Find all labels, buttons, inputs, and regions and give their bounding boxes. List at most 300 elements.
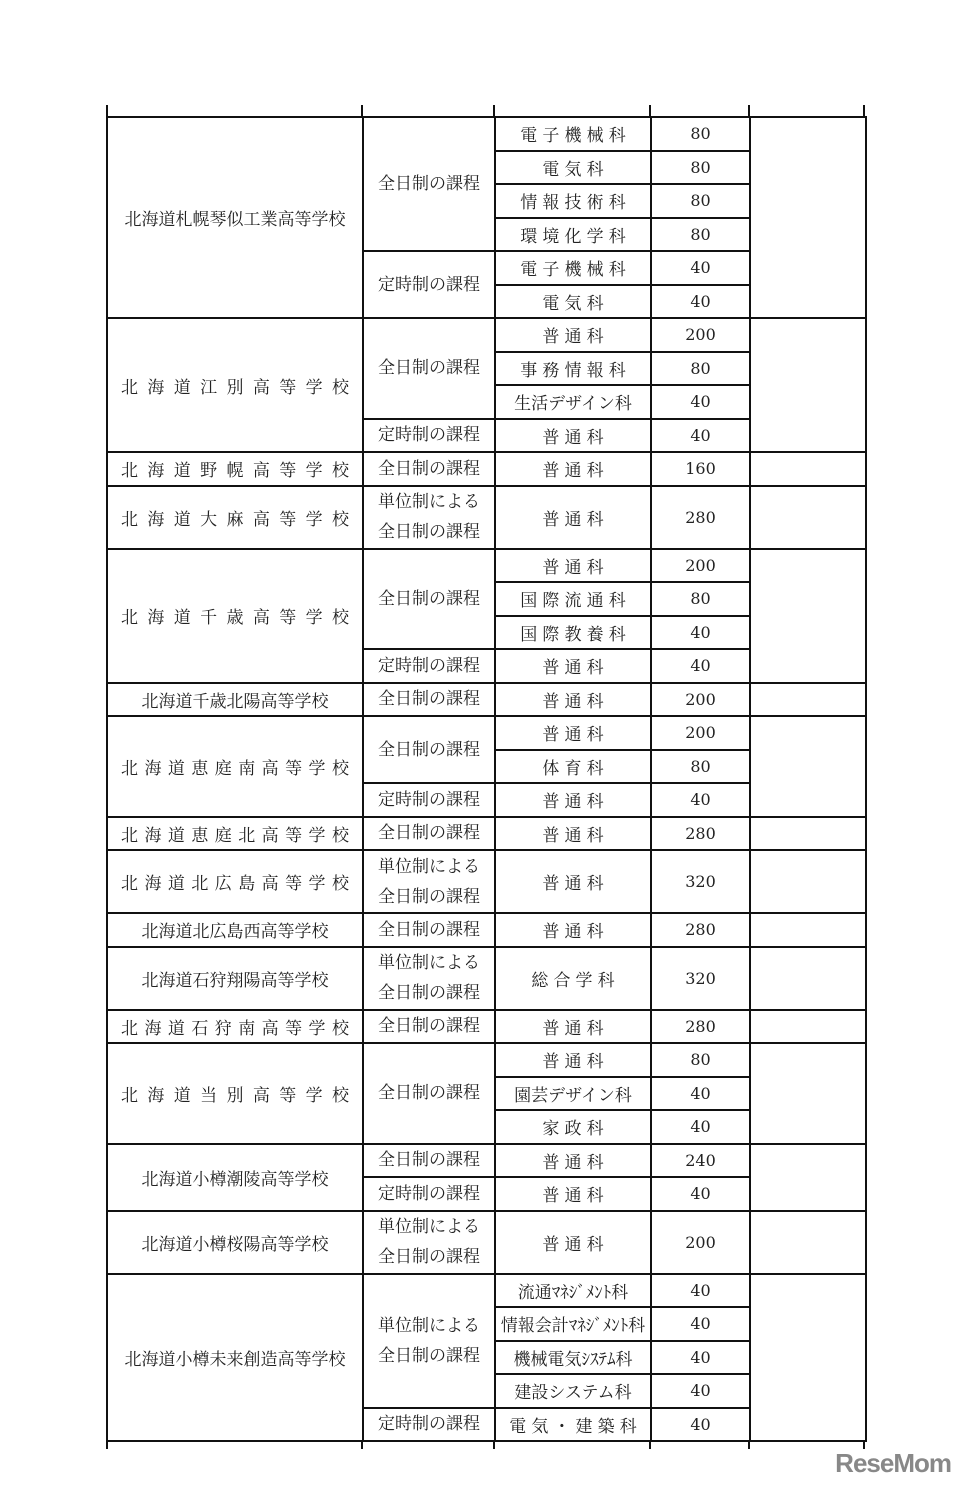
table-row xyxy=(107,850,866,913)
table-row xyxy=(107,1010,866,1044)
table-row xyxy=(107,318,866,352)
char: 高 xyxy=(261,874,279,894)
char: 海 xyxy=(147,608,165,628)
table-row xyxy=(107,117,866,151)
department-cell xyxy=(495,947,651,1010)
char: 校 xyxy=(331,758,349,779)
course-type-label: 全日制の課程 xyxy=(378,588,480,609)
course-type-label: 定時制の課程 xyxy=(378,1414,480,1435)
capacity-cell: 280 xyxy=(651,817,750,851)
department-cell xyxy=(495,318,651,352)
resemom-watermark-logo: ReseMom xyxy=(835,1448,951,1478)
capacity-cell: 40 xyxy=(651,1274,750,1308)
course-type-label: 全日制の課程 xyxy=(378,1083,480,1104)
department-cell xyxy=(495,817,651,851)
capacity-cell: 240 xyxy=(651,1144,750,1178)
capacity-cell: 80 xyxy=(651,582,750,616)
table-row xyxy=(107,716,866,750)
char: 道 xyxy=(173,509,191,530)
department-cell xyxy=(495,117,651,151)
capacity-cell: 40 xyxy=(651,419,750,453)
char: 道 xyxy=(173,608,191,628)
course-type-label: 全日制の課程 xyxy=(378,886,480,907)
char: 高 xyxy=(261,1018,279,1039)
department-name: 普通科 xyxy=(542,825,609,846)
char: 海 xyxy=(144,1018,162,1039)
department-name: 建設システム科 xyxy=(514,1383,632,1404)
char: 北 xyxy=(121,825,138,846)
department-cell xyxy=(495,1043,651,1077)
department-name: 家政科 xyxy=(542,1119,609,1140)
remarks-cell xyxy=(750,716,866,817)
school-name: 北海道北広島西高等学校 xyxy=(141,922,329,943)
capacity-cell: 40 xyxy=(651,616,750,650)
capacity-cell: 80 xyxy=(651,117,750,151)
school-name-cell xyxy=(107,486,363,549)
school-name xyxy=(108,456,362,481)
char: 北 xyxy=(191,874,209,894)
char: 海 xyxy=(144,874,162,894)
char: 庭 xyxy=(214,825,232,846)
char: 高 xyxy=(252,509,270,530)
department-cell xyxy=(495,1177,651,1211)
char: 北 xyxy=(121,461,138,482)
char: 海 xyxy=(147,461,165,482)
department-name: 普通科 xyxy=(542,509,609,530)
char: 等 xyxy=(279,608,297,628)
capacity-cell: 320 xyxy=(651,850,750,913)
char: 当 xyxy=(200,1085,218,1106)
course-type-cell xyxy=(363,716,495,783)
department-cell xyxy=(495,1077,651,1111)
remarks-cell xyxy=(750,850,866,913)
char: 北 xyxy=(121,1018,138,1039)
course-type-cell xyxy=(363,1043,495,1144)
char: 高 xyxy=(252,461,270,482)
char: 等 xyxy=(279,461,297,482)
school-name-cell xyxy=(107,913,363,947)
remarks-cell xyxy=(750,683,866,717)
char: 海 xyxy=(147,509,165,530)
department-name: 電気科 xyxy=(542,159,609,180)
capacity-cell: 80 xyxy=(651,352,750,386)
department-name: 電気・建築科 xyxy=(509,1416,642,1437)
capacity-cell: 40 xyxy=(651,251,750,285)
school-name-cell xyxy=(107,318,363,452)
char: 千 xyxy=(200,608,218,628)
department-name: 普通科 xyxy=(542,427,609,448)
course-type-label: 全日制の課程 xyxy=(378,1016,480,1037)
capacity-cell: 280 xyxy=(651,486,750,549)
department-cell xyxy=(495,385,651,419)
char: 南 xyxy=(238,1018,256,1039)
school-name: 北海道札幌琴似工業高等学校 xyxy=(124,210,346,230)
char: 道 xyxy=(173,377,191,398)
char: 校 xyxy=(331,874,349,894)
capacity-cell: 200 xyxy=(651,683,750,717)
course-type-label: 定時制の課程 xyxy=(378,1183,480,1204)
course-type-label: 定時制の課程 xyxy=(378,655,480,676)
course-type-cell xyxy=(363,318,495,419)
char: 野 xyxy=(200,461,218,482)
capacity-cell: 40 xyxy=(651,1307,750,1341)
char: 北 xyxy=(121,608,138,628)
course-type-cell xyxy=(363,251,495,318)
department-name: 電子機械科 xyxy=(520,126,631,147)
table-row xyxy=(107,452,866,486)
char: 海 xyxy=(144,758,162,779)
capacity-cell: 200 xyxy=(651,549,750,583)
department-name: 普通科 xyxy=(542,557,609,578)
char: 庭 xyxy=(214,758,232,779)
char: 道 xyxy=(167,825,185,846)
school-name: 北海道小樽潮陵高等学校 xyxy=(141,1169,329,1190)
course-type-cell xyxy=(363,452,495,486)
char: 高 xyxy=(252,608,270,628)
department-name: 電気科 xyxy=(542,293,609,314)
school-name-cell xyxy=(107,117,363,318)
course-type-label: 定時制の課程 xyxy=(378,425,480,446)
remarks-cell xyxy=(750,1211,866,1274)
char: 校 xyxy=(332,377,349,398)
department-cell xyxy=(495,1211,651,1274)
table-row xyxy=(107,1043,866,1077)
char: 道 xyxy=(167,874,185,894)
department-cell xyxy=(495,716,651,750)
char: 等 xyxy=(285,825,303,846)
department-cell xyxy=(495,218,651,252)
remarks-cell xyxy=(750,947,866,1010)
char: 学 xyxy=(308,1018,326,1039)
char: 別 xyxy=(226,1085,244,1106)
school-name-cell xyxy=(107,549,363,683)
char: 等 xyxy=(285,874,303,894)
department-name: 流通ﾏﾈｼﾞﾒﾝﾄ科 xyxy=(517,1282,629,1303)
char: 恵 xyxy=(191,758,209,779)
remarks-cell xyxy=(750,1043,866,1144)
school-name-cell xyxy=(107,817,363,851)
school-name xyxy=(108,373,362,398)
char: 海 xyxy=(144,825,162,846)
course-type-label: 単位制による xyxy=(378,1217,480,1237)
course-type-cell xyxy=(363,913,495,947)
course-type-label: 全日制の課程 xyxy=(378,739,480,760)
char: 道 xyxy=(167,1018,185,1039)
capacity-cell: 40 xyxy=(651,649,750,683)
course-type-label: 定時制の課程 xyxy=(378,274,480,295)
char: 高 xyxy=(252,377,270,398)
department-cell xyxy=(495,649,651,683)
char: 北 xyxy=(121,377,138,398)
table-row xyxy=(107,1211,866,1274)
capacity-cell: 40 xyxy=(651,783,750,817)
school-name-cell xyxy=(107,683,363,717)
remarks-cell xyxy=(750,817,866,851)
course-type-label: 単位制による xyxy=(378,492,480,512)
char: 北 xyxy=(121,1085,138,1106)
department-cell xyxy=(495,750,651,784)
char: 麻 xyxy=(226,509,244,530)
char: 学 xyxy=(305,608,323,628)
capacity-cell: 80 xyxy=(651,218,750,252)
department-cell xyxy=(495,1341,651,1375)
capacity-cell: 200 xyxy=(651,1211,750,1274)
department-name: 普通科 xyxy=(542,327,609,348)
char: 等 xyxy=(279,509,297,530)
capacity-cell: 80 xyxy=(651,151,750,185)
school-name xyxy=(108,754,362,779)
capacity-cell: 40 xyxy=(651,1408,750,1442)
capacity-cell: 280 xyxy=(651,913,750,947)
course-type-cell xyxy=(363,850,495,913)
remarks-cell xyxy=(750,318,866,452)
char: 校 xyxy=(331,1018,349,1039)
department-name: 生活デザイン科 xyxy=(514,394,632,415)
school-name xyxy=(108,1081,362,1106)
table-row xyxy=(107,683,866,717)
school-name: 北海道石狩翔陽高等学校 xyxy=(141,970,329,991)
department-cell xyxy=(495,1374,651,1408)
char: 高 xyxy=(261,825,279,846)
department-name: 普通科 xyxy=(542,691,609,712)
department-name: 体育科 xyxy=(542,758,609,779)
course-type-cell xyxy=(363,486,495,549)
char: 等 xyxy=(279,377,297,398)
table-row xyxy=(107,913,866,947)
char: 等 xyxy=(279,1085,297,1106)
capacity-cell: 40 xyxy=(651,385,750,419)
capacity-cell: 160 xyxy=(651,452,750,486)
char: 学 xyxy=(305,509,323,530)
table-row xyxy=(107,1144,866,1178)
course-type-cell xyxy=(363,783,495,817)
capacity-cell: 40 xyxy=(651,1341,750,1375)
department-cell xyxy=(495,913,651,947)
char: 道 xyxy=(173,461,191,482)
course-type-cell xyxy=(363,1211,495,1274)
capacity-cell: 40 xyxy=(651,285,750,319)
school-name xyxy=(108,1014,362,1039)
char: 南 xyxy=(238,758,256,779)
capacity-cell: 200 xyxy=(651,716,750,750)
department-cell xyxy=(495,549,651,583)
course-type-label: 全日制の課程 xyxy=(378,689,480,710)
remarks-cell xyxy=(750,1144,866,1211)
capacity-cell: 80 xyxy=(651,184,750,218)
department-cell xyxy=(495,1010,651,1044)
table-row xyxy=(107,486,866,549)
char: 北 xyxy=(121,874,138,894)
capacity-cell: 40 xyxy=(651,1374,750,1408)
department-cell xyxy=(495,850,651,913)
remarks-cell xyxy=(750,452,866,486)
department-cell xyxy=(495,419,651,453)
remarks-cell xyxy=(750,486,866,549)
school-name-cell xyxy=(107,1274,363,1442)
department-cell xyxy=(495,1408,651,1442)
department-name: 国際教養科 xyxy=(520,624,631,645)
department-cell xyxy=(495,1307,651,1341)
course-type-label: 単位制による xyxy=(378,953,480,973)
course-type-cell xyxy=(363,1274,495,1408)
char: 広 xyxy=(214,874,232,894)
department-cell xyxy=(495,452,651,486)
department-cell xyxy=(495,783,651,817)
department-name: 総合学科 xyxy=(531,970,620,991)
capacity-cell: 80 xyxy=(651,1043,750,1077)
department-name: 普通科 xyxy=(542,658,609,679)
course-type-cell xyxy=(363,649,495,683)
char: 校 xyxy=(332,461,349,482)
char: 北 xyxy=(121,758,138,779)
school-name-cell xyxy=(107,1144,363,1211)
school-name-cell xyxy=(107,1211,363,1274)
course-type-cell xyxy=(363,1177,495,1211)
table-row xyxy=(107,817,866,851)
department-name: 環境化学科 xyxy=(520,226,631,247)
department-name: 普通科 xyxy=(542,1152,609,1173)
char: 大 xyxy=(200,509,218,530)
department-cell xyxy=(495,352,651,386)
school-name: 北海道小樽桜陽高等学校 xyxy=(141,1234,329,1255)
department-name: 普通科 xyxy=(542,461,609,482)
department-name: 普通科 xyxy=(542,874,609,894)
capacity-cell: 280 xyxy=(651,1010,750,1044)
department-cell xyxy=(495,1144,651,1178)
department-name: 普通科 xyxy=(542,725,609,746)
capacity-cell: 40 xyxy=(651,1177,750,1211)
course-type-cell xyxy=(363,1010,495,1044)
char: 高 xyxy=(261,758,279,779)
course-type-label: 全日制の課程 xyxy=(378,1150,480,1171)
department-cell xyxy=(495,251,651,285)
course-type-label: 全日制の課程 xyxy=(378,823,480,844)
char: 学 xyxy=(308,825,326,846)
school-name-cell xyxy=(107,716,363,817)
char: 等 xyxy=(285,1018,303,1039)
course-type-cell xyxy=(363,117,495,251)
department-cell xyxy=(495,582,651,616)
department-name: 事務情報科 xyxy=(520,360,631,381)
char: 学 xyxy=(305,461,323,482)
char: 校 xyxy=(331,825,349,846)
char: 校 xyxy=(332,1085,349,1106)
course-type-label: 全日制の課程 xyxy=(378,522,480,542)
department-cell xyxy=(495,151,651,185)
course-type-label: 単位制による xyxy=(378,1315,480,1336)
char: 海 xyxy=(147,377,165,398)
char: 校 xyxy=(332,608,349,628)
char: 別 xyxy=(226,377,244,398)
table-row xyxy=(107,1274,866,1308)
course-type-label: 単位制による xyxy=(378,856,480,877)
department-name: 普通科 xyxy=(542,1052,609,1073)
school-name xyxy=(108,821,362,846)
course-type-label: 全日制の課程 xyxy=(378,919,480,940)
course-type-label: 定時制の課程 xyxy=(378,789,480,810)
department-name: 園芸デザイン科 xyxy=(514,1085,632,1106)
department-name: 情報会計ﾏﾈｼﾞﾒﾝﾄ科 xyxy=(500,1316,646,1337)
school-name-cell xyxy=(107,1043,363,1144)
char: 幌 xyxy=(226,461,244,482)
department-cell xyxy=(495,616,651,650)
remarks-cell xyxy=(750,1274,866,1442)
department-cell xyxy=(495,683,651,717)
course-type-cell xyxy=(363,947,495,1010)
course-type-cell xyxy=(363,1408,495,1442)
remarks-cell xyxy=(750,549,866,683)
char: 学 xyxy=(305,1085,323,1106)
table-row xyxy=(107,947,866,1010)
capacity-cell: 40 xyxy=(651,1077,750,1111)
course-type-cell xyxy=(363,1144,495,1178)
char: 歳 xyxy=(226,608,244,628)
school-name xyxy=(108,505,362,530)
course-type-label: 全日制の課程 xyxy=(378,1247,480,1267)
char: 高 xyxy=(252,1085,270,1106)
char: 道 xyxy=(167,758,185,779)
course-type-label: 全日制の課程 xyxy=(378,458,480,479)
char: 道 xyxy=(173,1085,191,1106)
department-name: 普通科 xyxy=(542,792,609,813)
school-capacity-table xyxy=(106,116,867,1442)
school-name-cell xyxy=(107,1010,363,1044)
department-name: 情報技術科 xyxy=(520,193,631,214)
department-cell xyxy=(495,184,651,218)
department-name: 電子機械科 xyxy=(520,260,631,281)
table-row xyxy=(107,549,866,583)
char: 等 xyxy=(285,758,303,779)
school-name: 北海道小樽未来創造高等学校 xyxy=(124,1349,346,1370)
capacity-cell: 200 xyxy=(651,318,750,352)
capacity-cell: 320 xyxy=(651,947,750,1010)
char: 学 xyxy=(308,758,326,779)
char: 校 xyxy=(332,509,349,530)
char: 江 xyxy=(200,377,218,398)
department-name: 機械電気ｼｽﾃﾑ科 xyxy=(513,1349,633,1370)
char: 学 xyxy=(308,874,326,894)
capacity-cell: 40 xyxy=(651,1110,750,1144)
school-name xyxy=(108,869,362,894)
department-cell xyxy=(495,1274,651,1308)
course-type-cell xyxy=(363,549,495,650)
char: 海 xyxy=(147,1085,165,1106)
school-name xyxy=(108,603,362,628)
char: 島 xyxy=(238,874,256,894)
department-name: 普通科 xyxy=(542,1234,609,1255)
department-name: 普通科 xyxy=(542,922,609,943)
capacity-cell: 80 xyxy=(651,750,750,784)
remarks-cell xyxy=(750,913,866,947)
department-cell xyxy=(495,486,651,549)
remarks-cell xyxy=(750,117,866,318)
department-cell xyxy=(495,1110,651,1144)
department-name: 普通科 xyxy=(542,1018,609,1039)
department-name: 国際流通科 xyxy=(520,591,631,612)
course-type-label: 全日制の課程 xyxy=(378,983,480,1003)
remarks-cell xyxy=(750,1010,866,1044)
char: 石 xyxy=(191,1018,209,1039)
school-name-cell xyxy=(107,947,363,1010)
department-name: 普通科 xyxy=(542,1186,609,1207)
course-type-label: 全日制の課程 xyxy=(378,358,480,379)
course-type-cell xyxy=(363,683,495,717)
school-name-cell xyxy=(107,850,363,913)
char: 恵 xyxy=(191,825,209,846)
school-name-cell xyxy=(107,452,363,486)
char: 狩 xyxy=(214,1018,232,1039)
department-cell xyxy=(495,285,651,319)
